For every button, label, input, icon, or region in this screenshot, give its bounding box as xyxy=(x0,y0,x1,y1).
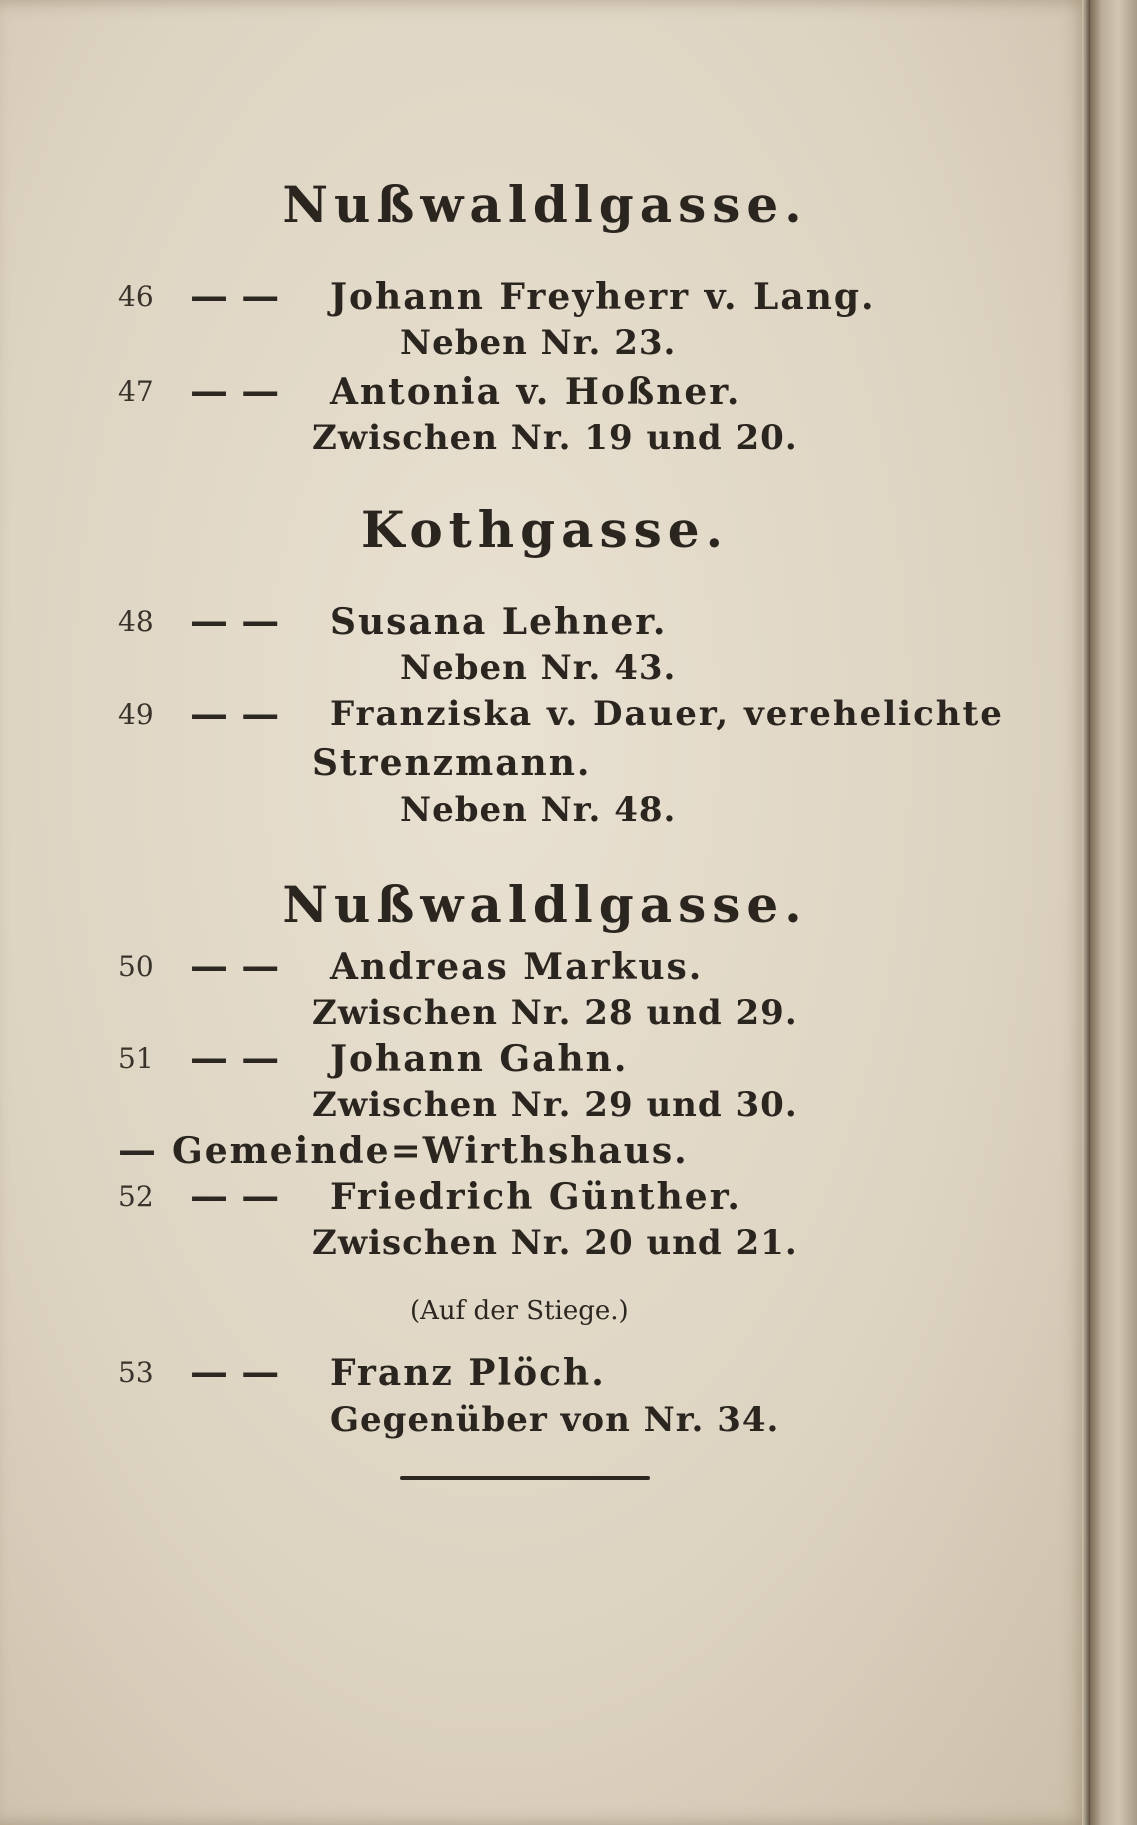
resident-name: Susana Lehner. xyxy=(330,601,668,643)
note-text: (Auf der Stiege.) xyxy=(410,1296,629,1326)
location: Gegenüber von Nr. 34. xyxy=(330,1400,780,1440)
resident-name: Andreas Markus. xyxy=(330,946,704,988)
dashes: — xyxy=(118,1127,156,1172)
resident-name: Franziska v. Dauer, verehelichte xyxy=(330,694,1004,734)
location: Neben Nr. 48. xyxy=(400,790,677,830)
location: Zwischen Nr. 19 und 20. xyxy=(312,418,798,458)
resident-name: Johann Gahn. xyxy=(330,1038,629,1080)
section-heading-kothgasse: Kothgasse. xyxy=(360,500,730,559)
location: Zwischen Nr. 20 und 21. xyxy=(312,1223,798,1263)
location: Zwischen Nr. 28 und 29. xyxy=(312,993,798,1033)
closing-rule xyxy=(400,1476,650,1480)
location: Neben Nr. 43. xyxy=(400,648,677,688)
dashes: — — xyxy=(190,943,280,988)
dashes: — — xyxy=(190,273,280,318)
dashes: — — xyxy=(190,368,280,413)
house-number: 52 xyxy=(118,1180,154,1213)
page-gutter xyxy=(1082,0,1090,1825)
dashes: — — xyxy=(190,1035,280,1080)
dashes: — — xyxy=(190,691,280,736)
dashes: — — xyxy=(190,1349,280,1394)
resident-name-continued: Strenzmann. xyxy=(312,742,592,784)
resident-name: Friedrich Günther. xyxy=(330,1176,742,1218)
house-number: 48 xyxy=(118,605,154,638)
house-number: 46 xyxy=(118,280,154,313)
section-heading-nusswaldlgasse-2: Nußwaldlgasse. xyxy=(282,875,808,934)
dashes: — — xyxy=(190,1173,280,1218)
resident-name: Franz Plöch. xyxy=(330,1352,606,1394)
dashes: — — xyxy=(190,598,280,643)
house-number: 50 xyxy=(118,950,154,983)
house-number: 51 xyxy=(118,1042,154,1075)
house-number: 53 xyxy=(118,1356,154,1389)
location: Zwischen Nr. 29 und 30. xyxy=(312,1085,798,1125)
section-heading-nusswaldlgasse-1: Nußwaldlgasse. xyxy=(282,175,808,234)
house-number: 49 xyxy=(118,698,154,731)
page-edge xyxy=(1090,0,1137,1825)
resident-name: Johann Freyherr v. Lang. xyxy=(330,276,876,318)
location: Neben Nr. 23. xyxy=(400,323,677,363)
house-number: 47 xyxy=(118,375,154,408)
resident-name: Gemeinde=Wirthshaus. xyxy=(172,1130,689,1172)
resident-name: Antonia v. Hoßner. xyxy=(330,371,742,413)
